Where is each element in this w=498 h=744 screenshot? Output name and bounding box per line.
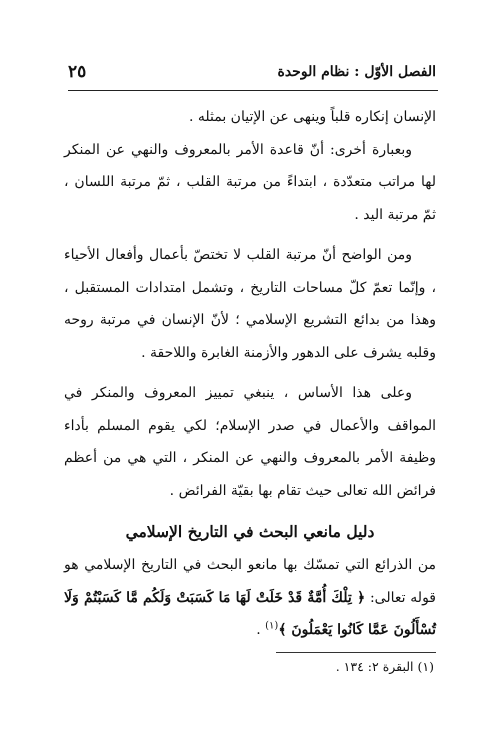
footnote: (١) البقرة ٢: ١٣٤ . — [335, 659, 434, 674]
footnote-divider — [276, 652, 436, 653]
body-text — [64, 101, 436, 647]
quran-verse: ﴿ تِلْكَ أُمَّةٌ قَدْ خَلَتْ لَهَا مَا كَسَبَتْ وَلَكُم مَّا كَسَبْتُمْ وَلَا تُسْأَلُونَ عَمَّا كَانُوا يَعْمَلُونَ ﴾ — [64, 589, 436, 638]
running-header — [68, 62, 436, 88]
paragraph: الإنسان إنكاره قلباً وينهى عن الإتيان بمثله . — [188, 109, 436, 125]
paragraph-gap — [64, 369, 436, 377]
paragraph: ومن الواضح أنّ مرتبة القلب لا تختصّ بأعمال وأفعال الأحياء ، وإنّما تعمّ كلّ مساحات التاريخ ، وتشمل امتدادات المستقبل ، وهذا من بدائع التشريع الإسلامي ؛ لأنّ الإنسان في مرتبة روحه وقلبه يشرف على الدهور والأزمنة الغابرة واللاحقة . — [64, 247, 436, 361]
section-paragraph — [64, 549, 436, 647]
chapter-title: الفصل الأوّل : نظام الوحدة — [277, 64, 436, 80]
paragraph: وبعبارة أخرى: أنّ قاعدة الأمر بالمعروف والنهي عن المنكر لها مراتب متعدّدة ، ابتداءً من مرتبة القلب ، ثمّ مرتبة اللسان ، ثمّ مرتبة اليد . — [64, 141, 436, 223]
section-intro: من الذرائع التي تمسّك بها مانعو البحث في التاريخ الإسلامي هو قوله تعالى: — [64, 557, 437, 606]
section-heading: دليل مانعي البحث في التاريخ الإسلامي — [125, 522, 375, 541]
header-divider — [68, 90, 438, 91]
page-number: ٢٥ — [68, 62, 87, 82]
paragraph: وعلى هذا الأساس ، ينبغي تمييز المعروف والمنكر في المواقف والأعمال في صدر الإسلام؛ لكي يقوم المسلم بأداء وظيفة الأمر بالمعروف والنهي عن المنكر ، التي هي من أعظم فرائض الله تعالى حيث تقام بها بقيّة الفرائض . — [64, 385, 436, 499]
paragraph-gap — [64, 507, 436, 515]
paragraph-gap — [64, 231, 436, 239]
sentence-end: . — [256, 622, 266, 638]
footnote-reference: (١) — [265, 620, 279, 632]
